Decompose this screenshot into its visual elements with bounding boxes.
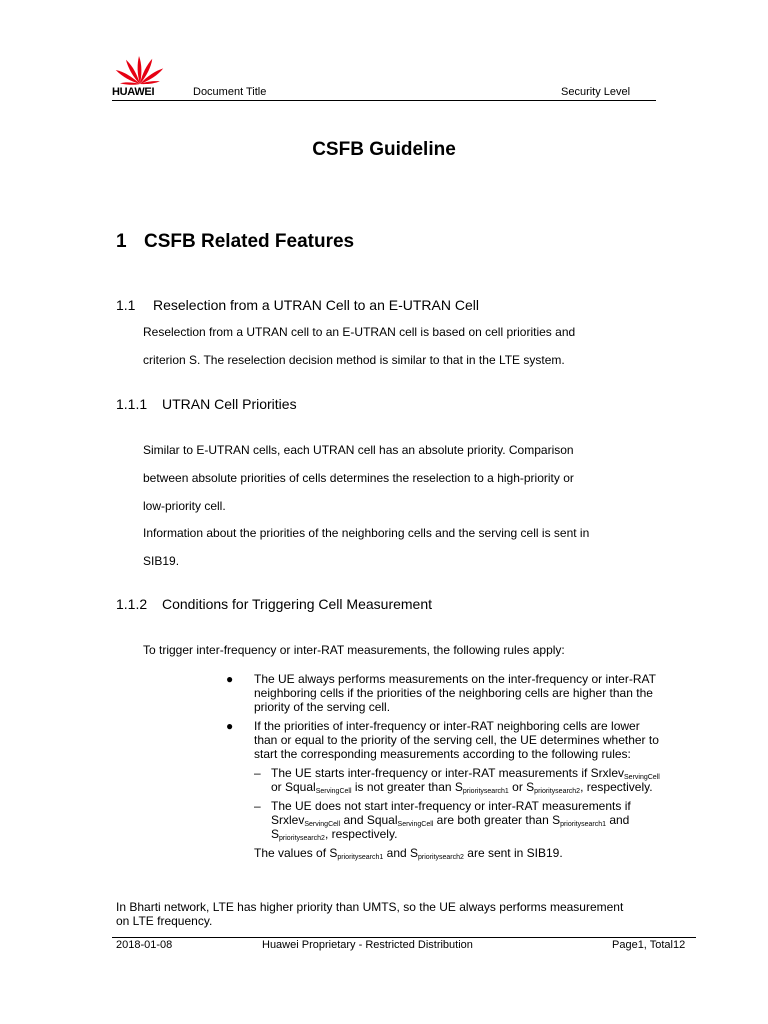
subscript: prioritysearch2 [534, 788, 581, 795]
text-run: , respectively. [324, 827, 398, 841]
text-run: are sent in SIB19. [463, 846, 563, 860]
list-item [226, 672, 666, 714]
paragraph-trigger-intro: To trigger inter-frequency or inter-RAT measurements, the following rules apply: [143, 643, 565, 657]
subscript: prioritysearch1 [560, 821, 606, 828]
subscript: ServingCell [397, 821, 434, 828]
bullet-icon: ● [226, 719, 234, 733]
list-item-text: If the priorities of inter-frequency or inter-RAT neighboring cells are lower than or equal to the priority of the serving cell, the UE determines whether to start the corresponding measurements according to the following rules: [254, 719, 659, 761]
sub-list-item [226, 799, 666, 841]
text-run: and S [383, 846, 419, 860]
text-run: and S [271, 813, 630, 841]
text-line: between absolute priorities of cells determines the reselection to a high-priority or [143, 471, 574, 485]
paragraph-cell-priorities [143, 436, 663, 520]
list-item [226, 719, 666, 761]
text-line: SIB19. [143, 554, 180, 568]
heading-text: Reselection from a UTRAN Cell to an E-UTRAN Cell [153, 297, 479, 313]
heading-section-1-1 [116, 297, 479, 313]
subscript: ServingCell [304, 821, 341, 828]
footer-page-number: Page1, Total12 [612, 939, 686, 951]
list-item-text: The UE always performs measurements on the inter-frequency or inter-RAT neighboring cells if the priorities of the neighboring cells are higher than the priority of the serving cell. [254, 672, 656, 714]
text-run: The UE starts inter-frequency or inter-RAT measurements if Srxlev [271, 766, 625, 780]
bullet-icon: ● [226, 672, 234, 686]
dash-icon: – [254, 766, 261, 780]
heading-number: 1.1.1 [116, 396, 148, 412]
heading-number: 1.1 [116, 297, 136, 313]
subscript: prioritysearch1 [462, 788, 509, 795]
heading-text: Conditions for Triggering Cell Measurement [162, 596, 433, 612]
footer-divider [112, 937, 696, 938]
text-run: or Squal [271, 780, 316, 794]
subscript: prioritysearch2 [418, 854, 464, 861]
footer-date: 2018-01-08 [116, 939, 173, 951]
subscript: ServingCell [624, 774, 660, 781]
text-run: and Squal [340, 813, 398, 827]
heading-number: 1.1.2 [116, 596, 148, 612]
text-line: Reselection from a UTRAN cell to an E-UTRAN cell is based on cell priorities and [143, 325, 576, 339]
subscript: prioritysearch1 [337, 854, 384, 861]
text-run: The UE does not start inter-frequency or inter-RAT measurements if Srxlev [271, 799, 631, 827]
heading-section-1-1-2 [116, 596, 432, 612]
heading-number: 1 [116, 231, 127, 252]
text-run: The values of S [254, 846, 338, 860]
text-run: is not greater than S [351, 780, 463, 794]
paragraph-sib19 [143, 519, 663, 575]
text-line: Similar to E-UTRAN cells, each UTRAN cell has an absolute priority. Comparison [143, 443, 574, 457]
logo-wordmark: HUAWEI [112, 86, 155, 98]
header-divider [112, 100, 656, 101]
paragraph-bharti-note: In Bharti network, LTE has higher priority than UMTS, so the UE always performs measurement on LTE frequency. [116, 900, 624, 928]
header-security-level: Security Level [561, 86, 631, 98]
subscript: prioritysearch2 [279, 835, 325, 842]
text-run: , respectively. [580, 780, 653, 794]
text-line: Information about the priorities of the neighboring cells and the serving cell is sent in [143, 526, 590, 540]
header-document-title: Document Title [193, 86, 267, 98]
values-note [226, 846, 666, 860]
text-line: criterion S. The reselection decision method is similar to that in the LTE system. [143, 353, 565, 367]
footer-classification: Huawei Proprietary - Restricted Distribution [262, 939, 473, 951]
heading-text: UTRAN Cell Priorities [162, 396, 297, 412]
rules-list [226, 672, 666, 860]
text-line: low-priority cell. [143, 499, 226, 513]
dash-icon: – [254, 799, 261, 813]
sub-list-item [226, 766, 666, 794]
heading-text: CSFB Related Features [144, 231, 355, 252]
heading-section-1 [116, 231, 354, 253]
subscript: ServingCell [315, 788, 352, 795]
text-run: are both greater than S [433, 813, 561, 827]
text-run: or S [508, 780, 535, 794]
paragraph-reselection [143, 318, 663, 374]
document-title: CSFB Guideline [312, 139, 456, 160]
heading-section-1-1-1 [116, 396, 297, 412]
